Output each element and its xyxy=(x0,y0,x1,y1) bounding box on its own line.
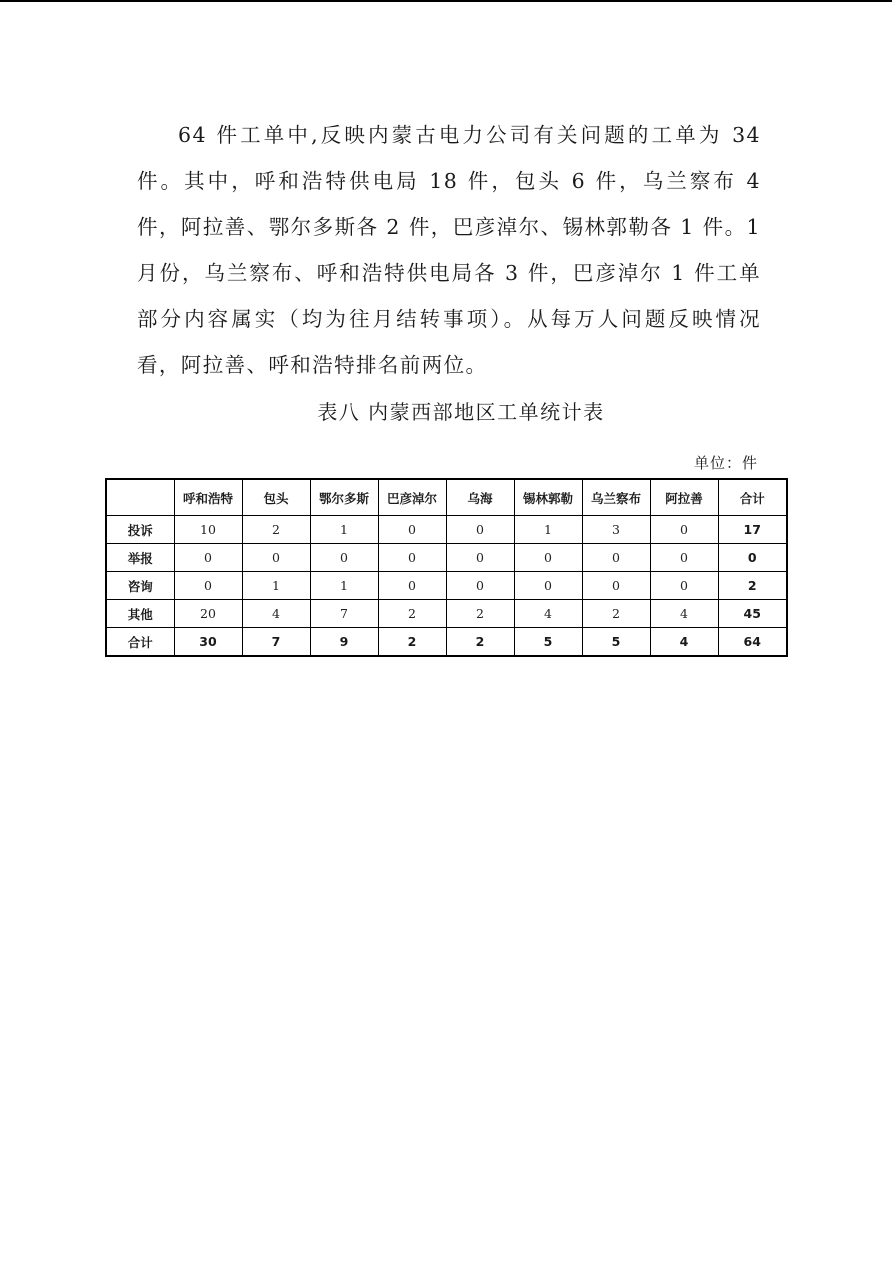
row-label: 举报 xyxy=(106,544,174,572)
table-cell: 0 xyxy=(174,572,242,600)
row-label: 咨询 xyxy=(106,572,174,600)
table-row-complaint xyxy=(106,516,787,544)
table-cell: 10 xyxy=(174,516,242,544)
table-cell: 0 xyxy=(650,516,718,544)
table-cell: 0 xyxy=(514,572,582,600)
header-cell-baotou: 包头 xyxy=(242,479,310,516)
table-cell: 0 xyxy=(582,572,650,600)
table-cell: 0 xyxy=(514,544,582,572)
header-cell-alxa: 阿拉善 xyxy=(650,479,718,516)
table-cell: 1 xyxy=(310,516,378,544)
table-cell: 0 xyxy=(446,544,514,572)
table-cell: 0 xyxy=(650,572,718,600)
row-total-cell: 45 xyxy=(718,600,787,628)
table-cell: 0 xyxy=(378,516,446,544)
table-cell: 0 xyxy=(582,544,650,572)
work-order-stats-table xyxy=(105,478,788,657)
column-total-cell: 30 xyxy=(174,628,242,657)
row-label: 其他 xyxy=(106,600,174,628)
row-label: 合计 xyxy=(106,628,174,657)
row-label: 投诉 xyxy=(106,516,174,544)
column-total-cell: 2 xyxy=(378,628,446,657)
table-row-other xyxy=(106,600,787,628)
table-header-row xyxy=(106,479,787,516)
table-cell: 0 xyxy=(650,544,718,572)
table-cell: 0 xyxy=(242,544,310,572)
table-cell: 4 xyxy=(514,600,582,628)
unit-label: 单位：件 xyxy=(693,454,758,472)
table-cell: 7 xyxy=(310,600,378,628)
column-total-cell: 9 xyxy=(310,628,378,657)
table-row-total xyxy=(106,628,787,657)
table-cell: 0 xyxy=(446,572,514,600)
table-cell: 1 xyxy=(242,572,310,600)
header-cell-ordos: 鄂尔多斯 xyxy=(310,479,378,516)
table-cell: 4 xyxy=(242,600,310,628)
table-row-report xyxy=(106,544,787,572)
table-cell: 2 xyxy=(242,516,310,544)
table-cell: 1 xyxy=(310,572,378,600)
table-row-inquiry xyxy=(106,572,787,600)
table-cell: 3 xyxy=(582,516,650,544)
table-cell: 4 xyxy=(650,600,718,628)
header-cell-hohhot: 呼和浩特 xyxy=(174,479,242,516)
body-paragraph: 64 件工单中,反映内蒙古电力公司有关问题的工单为 34 件。其中，呼和浩特供电局 18 件，包头 6 件，乌兰察布 4 件，阿拉善、鄂尔多斯各 2 件，巴彦淖尔、锡林郭勒各 1 件。1 月份，乌兰察布、呼和浩特供电局各 3 件，巴彦淖尔 1 件工单部分内容属实（均为往月结转事项）。从每万人问题反映情况看，阿拉善、呼和浩特排名前两位。 xyxy=(137,123,761,377)
column-total-cell: 5 xyxy=(514,628,582,657)
header-cell-corner xyxy=(106,479,174,516)
column-total-cell: 7 xyxy=(242,628,310,657)
table-cell: 0 xyxy=(310,544,378,572)
row-total-cell: 0 xyxy=(718,544,787,572)
table-title: 表八 内蒙西部地区工单统计表 xyxy=(317,400,605,424)
column-total-cell: 4 xyxy=(650,628,718,657)
header-cell-bayannur: 巴彦淖尔 xyxy=(378,479,446,516)
column-total-cell: 5 xyxy=(582,628,650,657)
table-cell: 0 xyxy=(378,544,446,572)
grand-total-cell: 64 xyxy=(718,628,787,657)
table-cell: 1 xyxy=(514,516,582,544)
column-total-cell: 2 xyxy=(446,628,514,657)
row-total-cell: 17 xyxy=(718,516,787,544)
header-cell-total: 合计 xyxy=(718,479,787,516)
table-cell: 0 xyxy=(378,572,446,600)
top-border xyxy=(0,0,892,2)
table-cell: 0 xyxy=(174,544,242,572)
header-cell-ulanqab: 乌兰察布 xyxy=(582,479,650,516)
header-cell-xilingol: 锡林郭勒 xyxy=(514,479,582,516)
table-cell: 20 xyxy=(174,600,242,628)
table-cell: 2 xyxy=(378,600,446,628)
table-cell: 0 xyxy=(446,516,514,544)
table-cell: 2 xyxy=(582,600,650,628)
table-cell: 2 xyxy=(446,600,514,628)
row-total-cell: 2 xyxy=(718,572,787,600)
header-cell-wuhai: 乌海 xyxy=(446,479,514,516)
